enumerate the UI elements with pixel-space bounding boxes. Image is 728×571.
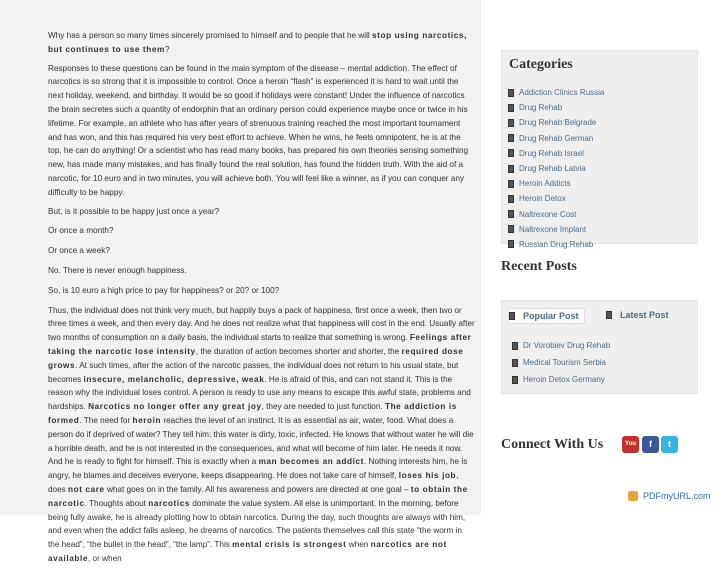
category-link[interactable] <box>508 146 604 161</box>
article-body <box>48 29 475 571</box>
recent-post-label: Dr Vorobiev Drug Rehab <box>523 341 611 350</box>
bullet-icon <box>508 180 514 188</box>
twitter-icon[interactable] <box>661 436 678 453</box>
bold-text: stop using narcotics, but continues to use them <box>48 31 467 54</box>
bullet-icon <box>508 240 514 248</box>
youtube-label: You <box>625 441 636 447</box>
text: when <box>346 540 371 550</box>
category-link[interactable] <box>508 237 604 252</box>
bullet-icon <box>508 210 514 218</box>
recent-post-link[interactable] <box>512 371 610 388</box>
category-label: Heroin Detox <box>519 194 566 204</box>
tab-popular-post[interactable] <box>508 308 585 324</box>
recent-post-label: Medical Tourism Serbia <box>523 358 606 367</box>
facebook-icon[interactable] <box>642 436 659 453</box>
youtube-icon[interactable] <box>622 436 639 453</box>
pdf-icon <box>628 491 638 501</box>
facebook-label: f <box>649 439 652 449</box>
bold-text: narcotics <box>148 498 191 508</box>
categories-list <box>508 85 604 252</box>
category-link[interactable] <box>508 207 604 222</box>
recent-post-link[interactable] <box>512 354 610 371</box>
text: . At such times, after the action of the narcotic passes, the individual does not return to his usual state, but becomes <box>48 360 459 384</box>
bullet-icon <box>508 89 514 97</box>
bullet-icon <box>508 134 514 142</box>
category-link[interactable] <box>508 222 604 237</box>
bullet-icon <box>508 195 514 203</box>
pdfmyurl-link[interactable] <box>628 491 711 501</box>
category-link[interactable] <box>508 176 604 191</box>
category-label: Drug Rehab Belgrade <box>519 118 597 128</box>
bullet-icon <box>508 165 514 173</box>
category-label: Russian Drug Rehab <box>519 239 594 249</box>
recent-posts-widget <box>501 300 698 394</box>
bullet-icon <box>512 376 518 384</box>
category-label: Naltrexone Implant <box>519 224 587 234</box>
bold-text: narcotics are not available <box>48 540 447 563</box>
categories-widget <box>501 50 698 249</box>
tab-label: Popular Post <box>523 311 579 321</box>
category-label: Drug Rehab <box>519 103 563 113</box>
sidebar <box>481 0 728 515</box>
bold-text: required dose grows <box>48 346 464 370</box>
text: . He is afraid of this, and can not stand it. This is the reason why the individual loses control. A person is ready to use any means to escape this awful state, problems and hardships. <box>48 374 471 412</box>
bold-text: loses his job <box>398 471 457 481</box>
bullet-icon <box>508 149 514 157</box>
text: reaches the level of an instinct. It is as essential as air, water, food. What does a person do if deprived of water? They tell him: this water is dirty, toxic, infected. He knows that without water he will die a horrible death, and he is not interested in the consequences, and what will become of him later. He needs it now. And he is ready to fight for himself. This is exactly when a <box>48 415 474 467</box>
bold-text: man becomes an addict <box>258 457 364 467</box>
text: . Nothing interests him, he is angry, he blames and deceives everyone, keeps disappearing. He does not take care of himself, <box>48 457 468 481</box>
bullet-icon <box>508 104 514 112</box>
text: , the duration of action becomes shorter and shorter, the <box>195 346 402 356</box>
categories-title: Categories <box>509 57 573 72</box>
bold-text: mental crisis is strongest <box>232 540 347 550</box>
category-link[interactable] <box>508 161 604 176</box>
text: , they are needed to just function. <box>261 402 385 412</box>
text: , or when <box>88 553 122 563</box>
recent-posts-title: Recent Posts <box>501 259 577 274</box>
bullet-icon <box>508 225 514 233</box>
paragraph: Or once a week? <box>48 246 110 256</box>
category-label: Drug Rehab Israel <box>519 148 584 158</box>
paragraph: No. There is never enough happiness. <box>48 265 187 275</box>
text: . The need for <box>79 415 133 425</box>
category-link[interactable] <box>508 100 604 115</box>
recent-post-link[interactable] <box>512 337 610 354</box>
bullet-icon <box>606 311 612 319</box>
bold-text: The addiction is formed <box>48 402 457 425</box>
category-link[interactable] <box>508 131 604 146</box>
category-label: Heroin Addicts <box>519 179 571 189</box>
category-link[interactable] <box>508 85 604 100</box>
recent-post-label: Heroin Detox Germany <box>523 375 605 384</box>
category-label: Addiction Clinics Russia <box>519 88 605 98</box>
tab-latest-post[interactable] <box>606 308 669 322</box>
pdfmyurl-label: PDFmyURL.com <box>643 491 711 501</box>
paragraph: Or once a month? <box>48 226 114 236</box>
tab-label: Latest Post <box>620 310 669 320</box>
connect-title: Connect With Us <box>501 437 604 452</box>
recent-posts-list <box>512 337 610 388</box>
paragraph: Responses to these questions can be found in the main symptom of the disease – mental addiction. The effect of narcotics is so strong that it is impossible to control. Once a heroin “flash” is experienced it is hard to wait until the next holiday, weekend, and birthday. It would be so good if holidays were constant! Under the influence of narcotics the brain secretes such a quantity of endorphin that an ordinary person could experience maybe once or twice in his lifetime. For example, an athlete who has after years of strenuous training reached the most important tournament and has won, and this has required his very best effort to achieve. When he wins, he feels omnipotent, he is at the top, he can do anything! Or a scientist who has read many books, has prepared his own theories sensing something new, has made many mistakes, and has finally found the real solution, has found the hidden truth. With the aid of a narcotic, for 10 euro and in two minutes, you will achieve both. You will feel like a winner, as if you can conquer any difficulty to be happy. <box>48 63 469 197</box>
bullet-icon <box>508 119 514 127</box>
bold-text: insecure, melancholic, depressive, weak <box>83 374 265 384</box>
text: ? <box>164 44 170 54</box>
bullet-icon <box>512 342 518 350</box>
bold-text: not care <box>68 484 105 494</box>
paragraph-long <box>48 304 475 566</box>
text: Thus, the individual does not think very much, but happily buys a pack of happiness, first once a week, then two or three times a week, and then every day. And he does not realize what that happiness will cost in the end. Usually after two months of consumption on a daily basis, the individual starts to realize that something is wrong. <box>48 305 475 343</box>
category-link[interactable] <box>508 115 604 130</box>
bold-text: Feelings after taking the narcotic lose intensity <box>48 333 472 356</box>
twitter-label: t <box>668 439 671 449</box>
text: . Thoughts about <box>84 498 149 508</box>
text: , does <box>48 471 459 494</box>
paragraph: So, is 10 euro a high price to pay for happiness? or 20? or 100? <box>48 285 280 295</box>
paragraph-intro <box>48 29 475 57</box>
bold-text: to obtain the narcotic <box>48 484 468 508</box>
category-label: Drug Rehab German <box>519 133 594 143</box>
bold-text: heroin <box>132 415 162 425</box>
bullet-icon <box>509 312 515 320</box>
text: Why has a person so many times sincerely promised to himself and to people that he will <box>48 31 373 40</box>
category-link[interactable] <box>508 191 604 206</box>
category-label: Naltrexone Cost <box>519 209 577 219</box>
bullet-icon <box>512 359 518 367</box>
text: what goes on in the family. All his awareness and powers are directed at one goal – <box>104 484 411 494</box>
paragraph: But, is it possible to be happy just once a year? <box>48 206 220 216</box>
bold-text: Narcotics no longer offer any great joy <box>88 402 262 412</box>
category-label: Drug Rehab Latvia <box>519 164 586 174</box>
text: dominate the value system. All else is unimportant. In the morning, before being fully awake, he is already plotting how to obtain narcotics. During the day, such thoughts are always with him, and even when the addict falls asleep, he dreams of narcotics. The patients themselves call this state “the worm in the head”, “the bullet in the head”, “the lamp”. This <box>48 498 466 550</box>
